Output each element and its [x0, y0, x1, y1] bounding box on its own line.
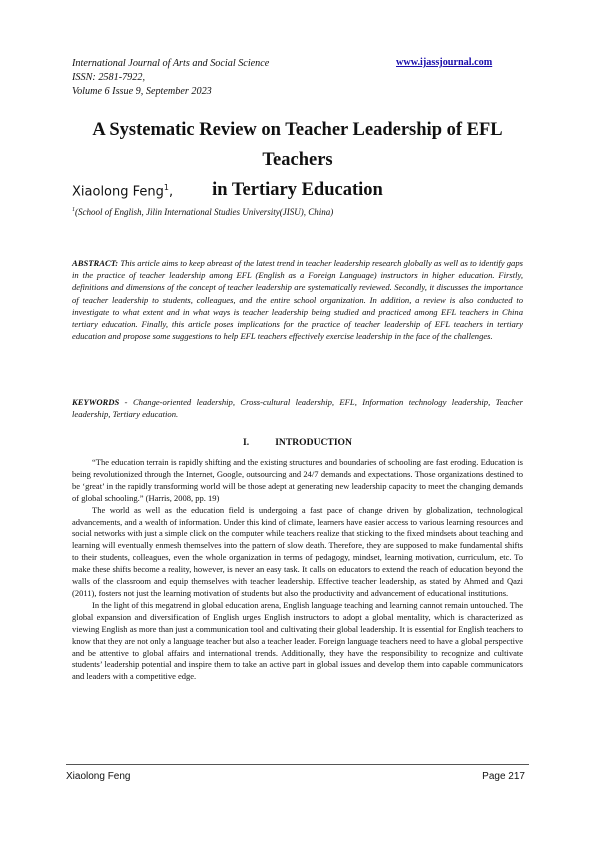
body-paragraph: In the light of this megatrend in global education arena, English language teaching and learning cannot remain untouched. The global expansion and diversification of English urges English instructors to adopt a global mentality, which is characterized as viewing English as more than just a communication tool and cultivating their global leadership. It is essential for English teachers to know that they are not only a language teacher but also a teacher leader. Foreign language teachers need to have a global perspective and be attentive to global affairs and international trends. Additionally, they have the responsibility to recognize and cultivate students’ leadership potential and inspire them to take an active part in global issues and develop them into capable communicators and leaders with a competitive edge.	[72, 599, 524, 682]
section-heading	[72, 437, 523, 448]
author-trail: ,	[168, 184, 174, 200]
journal-name: International Journal of Arts and Social Science	[72, 58, 270, 69]
journal-header	[72, 57, 269, 99]
keywords	[72, 396, 523, 420]
keywords-label: KEYWORDS -	[72, 397, 128, 407]
body-paragraph: “The education terrain is rapidly shifting and the existing structures and boundaries of schooling are fast eroding. Education is being revolutionized through the Internet, Google, outsourcing and 24/7 demands and expectations. Those organizations destined to be ‘great’ in the rapidly transforming world will be those adept at generating new leadership capacity to meet the changing demands of global schooling.” (Harris, 2008, pp. 19)	[72, 457, 523, 503]
journal-website-link[interactable]: www.ijassjournal.com	[396, 57, 493, 68]
paper-title-line-1: A Systematic Review on Teacher Leadership of EFL Teachers	[92, 120, 503, 170]
section-number: I.	[243, 437, 250, 448]
footer-divider	[66, 764, 529, 765]
footer-page-number: Page 217	[482, 771, 525, 782]
paper-title-line-2: in Tertiary Education	[212, 180, 383, 200]
section-title: INTRODUCTION	[275, 437, 352, 448]
affiliation-text: (School of English, Jilin International Studies University(JISU), China)	[75, 207, 334, 217]
author-name: Xiaolong Feng	[72, 184, 164, 200]
abstract	[72, 257, 523, 342]
body-paragraph: The world as well as the education field is undergoing a fast pace of change driven by globalization, technological advancements, and a wealth of information. Under this kind of climate, learners have easier access to various learning resources and social networks with just a simple click on the computer while teachers realize that sticking to the fixed mindsets about teaching and learning will eventually enmesh themselves into the pattern of slow death. Therefore, they are supposed to make fundamental shifts to their students, colleagues, even the whole organization in terms of pedagogy, mindset, learning motivation, curriculum, etc. To make these shifts become a reality, however, is never an easy task. It calls on educators to extend the reach of education beyond the walls of the classroom and equip themselves with teacher leadership. Effective teacher leadership, as stated by Ahmed and Qazi (2011), fosters not just the learning motivation of students but also the productivity and advancement of educational institutions.	[72, 504, 523, 598]
journal-issn: ISSN: 2581-7922,	[72, 72, 146, 83]
abstract-label: ABSTRACT:	[72, 258, 119, 268]
journal-volume: Volume 6 Issue 9, September 2023	[72, 86, 212, 97]
author-affiliation	[72, 207, 333, 217]
abstract-text: This article aims to keep abreast of the latest trend in teacher leadership research globally as well as to identify gaps in the practice of teacher leadership among EFL (English as a Foreign Language) instructors in higher education. Firstly, definitions and dimensions of the concept of teacher leadership are systematically reviewed. Secondly, it discusses the importance of teacher leadership to students, colleagues, and the entire school organization. In addition, a review is also conducted to investigate to what extent and in what ways is teacher leadership being studied and practiced among EFL teachers in China tertiary education. Finally, this article poses implications for the practice of teacher leadership of EFL teachers in tertiary education and propose some suggestions to help EFL teachers effectively exercise leadership in the face of the challenges.	[72, 258, 523, 342]
footer-author: Xiaolong Feng	[66, 771, 131, 782]
affiliation-superscript: 1	[72, 207, 75, 213]
keywords-text: Change-oriented leadership, Cross-cultural leadership, EFL, Information technology leadership, Teacher leadership, Tertiary education.	[72, 397, 524, 420]
body-text	[72, 457, 523, 683]
author-superscript: 1	[163, 183, 169, 192]
author-line	[72, 183, 173, 199]
